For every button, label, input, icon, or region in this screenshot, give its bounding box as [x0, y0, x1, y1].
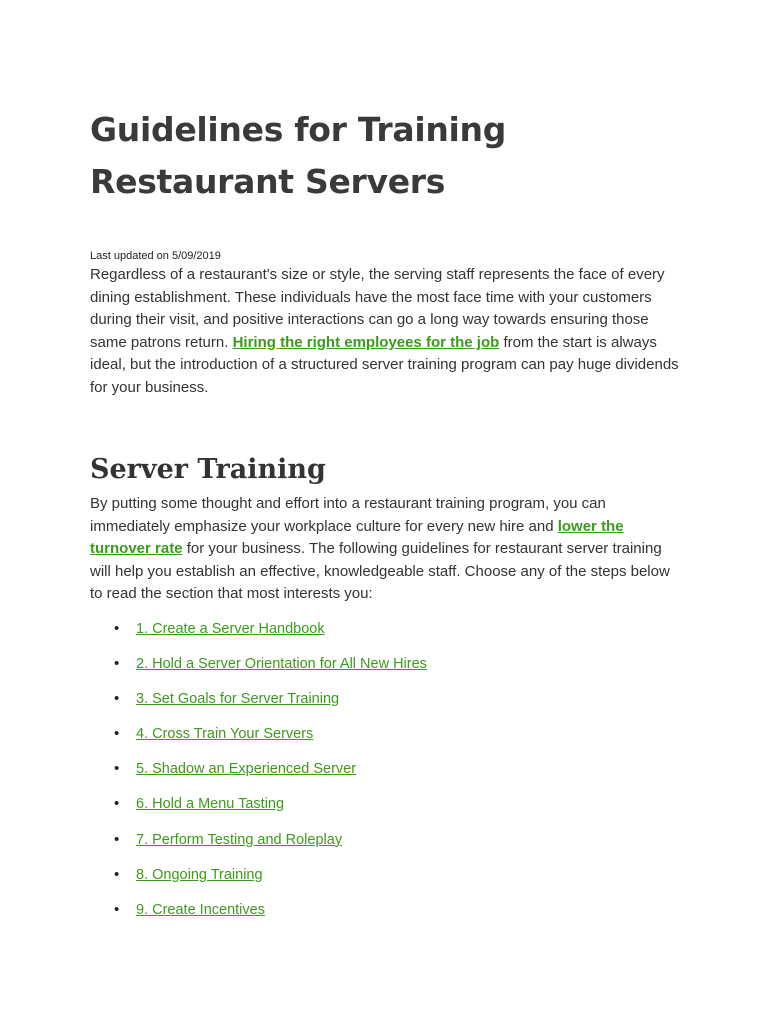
list-item — [90, 830, 427, 865]
intro-paragraph — [90, 264, 680, 400]
step-link-6[interactable]: 6. Hold a Menu Tasting — [136, 796, 285, 813]
section-text-1: By putting some thought and effort into a restaurant training program, you can immediately emphasize your workplace culture for every new hire and — [90, 495, 606, 535]
list-item — [90, 900, 427, 935]
section-heading: Server Training — [90, 454, 326, 485]
list-item — [90, 724, 427, 759]
list-item — [90, 865, 427, 900]
last-updated: Last updated on 5/09/2019 — [90, 250, 221, 262]
bullet-icon: • — [114, 830, 120, 848]
step-link-4[interactable]: 4. Cross Train Your Servers — [136, 726, 314, 743]
bullet-icon: • — [114, 690, 120, 708]
bullet-icon: • — [114, 865, 120, 883]
step-link-5[interactable]: 5. Shadow an Experienced Server — [136, 761, 357, 778]
intro-text-2: from the start is always ideal, but the introduction of a structured server training program can pay huge dividends for your business. — [90, 333, 679, 396]
step-link-1[interactable]: 1. Create a Server Handbook — [136, 621, 325, 637]
bullet-icon: • — [114, 900, 120, 918]
list-item — [90, 689, 427, 724]
section-text-2: for your business. The following guidelines for restaurant server training will help you establish an effective, knowledgeable staff. Choose any of the steps below to read the section that most interests you: — [90, 540, 670, 603]
intro-text-1: Regardless of a restaurant's size or style, the serving staff represents the face of every dining establishment. These individuals have the most face time with your customers during their visit, and positive interactions can go a long way towards ensuring those same patrons return. — [90, 266, 665, 351]
page-title — [90, 104, 650, 208]
bullet-icon: • — [114, 655, 120, 673]
step-link-2[interactable]: 2. Hold a Server Orientation for All New Hires — [136, 656, 427, 673]
bullet-icon: • — [114, 795, 120, 813]
bullet-icon: • — [114, 760, 120, 778]
step-link-3[interactable]: 3. Set Goals for Server Training — [136, 691, 340, 708]
step-link-7[interactable]: 7. Perform Testing and Roleplay — [136, 831, 343, 848]
list-item — [90, 759, 427, 794]
step-link-9[interactable]: 9. Create Incentives — [136, 901, 265, 918]
steps-list — [90, 619, 427, 935]
list-item — [90, 794, 427, 829]
bullet-icon: • — [114, 620, 120, 637]
turnover-rate-link[interactable]: lower the turnover rate — [90, 517, 624, 558]
page-title-line-2: Restaurant Servers — [90, 162, 446, 201]
step-link-8[interactable]: 8. Ongoing Training — [136, 866, 263, 883]
section-paragraph — [90, 493, 680, 606]
list-item — [90, 654, 427, 689]
list-item — [90, 619, 427, 654]
bullet-icon: • — [114, 725, 120, 743]
page-title-line-1: Guidelines for Training — [90, 110, 507, 149]
hiring-employees-link[interactable]: Hiring the right employees for the job — [232, 333, 500, 351]
